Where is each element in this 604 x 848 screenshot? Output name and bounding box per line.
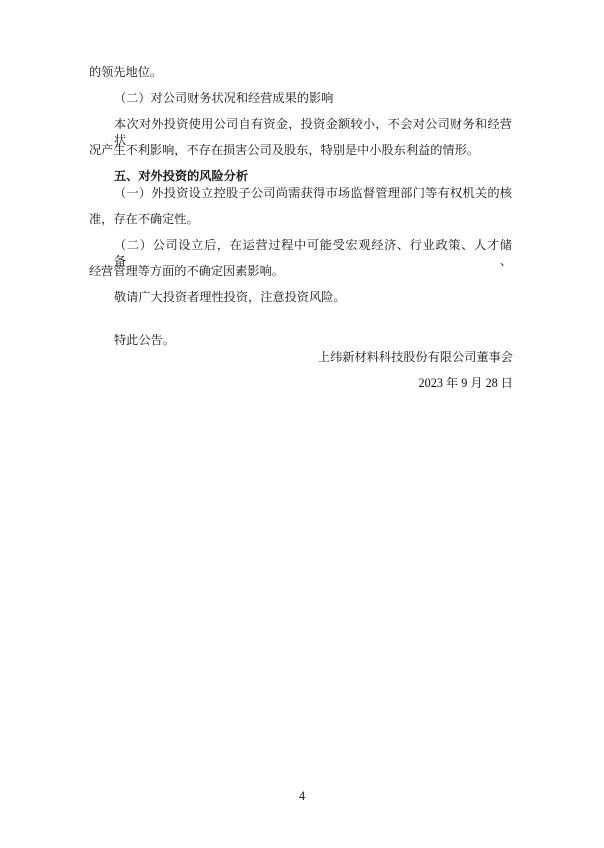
paragraph-line: （二）公司设立后，在运营过程中可能受宏观经济、行业政策、人才储备、 bbox=[114, 238, 512, 268]
paragraph-line: （一）外投资设立控股子公司尚需获得市场监督管理部门等有权机关的核 bbox=[114, 186, 512, 200]
paragraph-line: 况产生不利影响，不存在损害公司及股东，特别是中小股东利益的情形。 bbox=[89, 143, 479, 157]
paragraph-line: 的领先地位。 bbox=[89, 65, 163, 79]
signatory: 上纬新材料科技股份有限公司董事会 bbox=[318, 350, 513, 364]
section-subheading: （二）对公司财务状况和经营成果的影响 bbox=[114, 91, 334, 105]
section-heading: 五、对外投资的风险分析 bbox=[114, 169, 249, 183]
paragraph-line: 本次对外投资使用公司自有资金，投资金额较小，不会对公司财务和经营状 bbox=[114, 117, 512, 147]
paragraph-line: 敬请广大投资者理性投资，注意投资风险。 bbox=[114, 290, 346, 304]
paragraph-line: 准，存在不确定性。 bbox=[89, 212, 199, 226]
paragraph-line: 经营管理等方面的不确定因素影响。 bbox=[89, 264, 284, 278]
page-number: 4 bbox=[298, 789, 306, 803]
closing-line: 特此公告。 bbox=[114, 333, 175, 347]
date-line: 2023 年 9 月 28 日 bbox=[418, 376, 513, 390]
